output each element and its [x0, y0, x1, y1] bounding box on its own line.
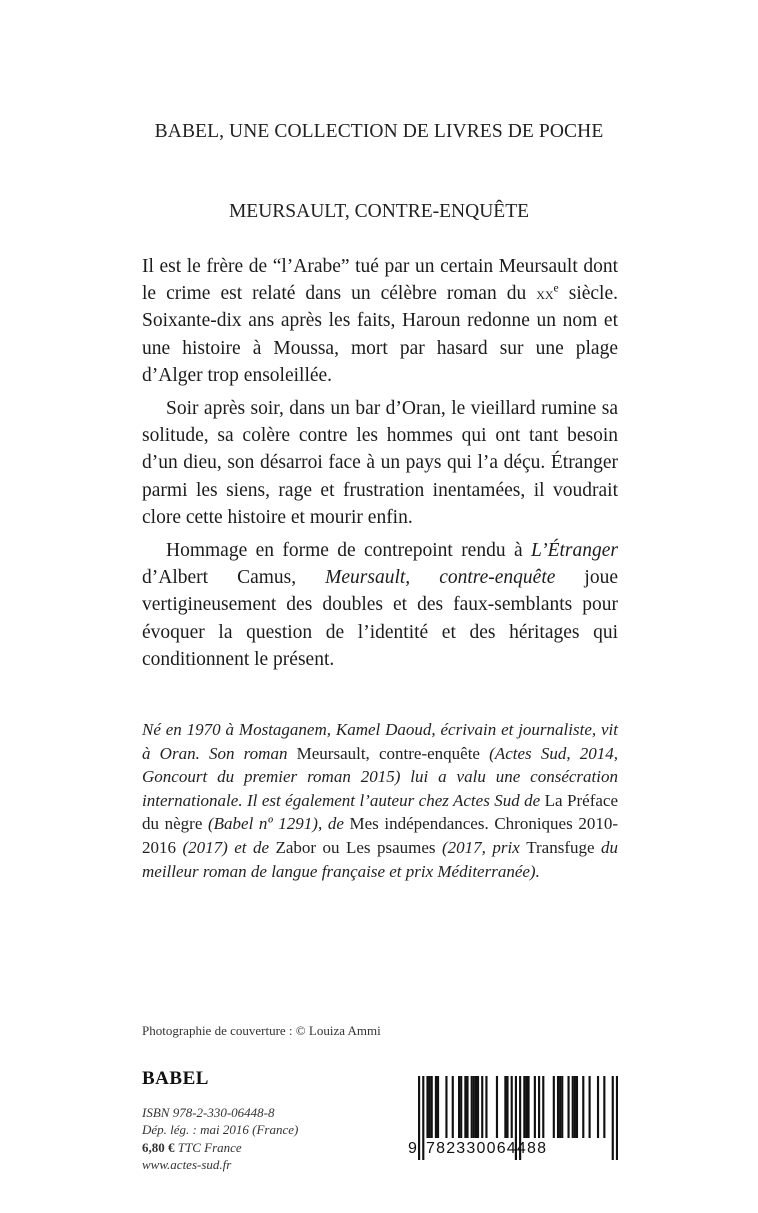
website: www.actes-sud.fr — [142, 1157, 232, 1173]
barcode-bar — [576, 1076, 578, 1138]
barcode-bar — [589, 1076, 591, 1138]
barcode-bar — [597, 1076, 599, 1138]
barcode-bar — [572, 1076, 574, 1138]
barcode-bar — [464, 1076, 466, 1138]
barcode-bar — [460, 1076, 462, 1138]
barcode-digits: 782330064488 — [426, 1140, 548, 1157]
barcode-bar — [445, 1076, 447, 1138]
barcode-bar — [431, 1076, 433, 1138]
barcode-bar — [534, 1076, 536, 1138]
barcode-bar — [542, 1076, 544, 1138]
synopsis-paragraph-1 — [142, 253, 618, 389]
barcode-bar — [553, 1076, 555, 1138]
bio-text: (2017, prix — [435, 837, 527, 857]
author-bio-paragraph — [142, 718, 618, 883]
bio-prize-name: Transfuge — [526, 837, 595, 857]
barcode-bar — [582, 1076, 584, 1138]
barcode-bar — [496, 1076, 498, 1138]
century-superscript: e — [553, 281, 559, 295]
barcode-bar — [426, 1076, 428, 1138]
barcode-bar — [567, 1076, 569, 1138]
barcode-bar — [527, 1076, 529, 1138]
synopsis-text: d’Albert Camus, — [142, 567, 326, 589]
title-meursault: Meursault, contre-enquête — [325, 567, 556, 589]
barcode-first-digit: 9 — [408, 1140, 419, 1157]
price-suffix: TTC France — [174, 1139, 242, 1155]
barcode-bar — [477, 1076, 479, 1138]
barcode-number — [408, 1140, 622, 1158]
century-numeral: xx — [536, 284, 554, 304]
barcode-bar — [458, 1076, 460, 1138]
barcode-bar — [523, 1076, 525, 1138]
barcode-bar — [504, 1076, 506, 1138]
bio-book-title: La Préface du nègre — [142, 790, 618, 834]
synopsis-text: joue vertigineusement des doubles et des faux-semblants pour évoquer la question de l’identité et des héritages qui conditionnent le présent. — [142, 567, 619, 670]
synopsis-paragraph-2: Soir après soir, dans un bar d’Oran, le vieillard rumine sa solitude, sa colère contre les hommes qui ont tant besoin d’un dieu, son désarroi face à un pays qui l’a déçu. Étranger parmi les siens, rage et frustration inentamées, il voudrait clore cette histoire et mourir enfin. — [142, 398, 618, 528]
barcode-bar — [559, 1076, 561, 1138]
price: 6,80 € — [142, 1139, 175, 1155]
barcode-bar — [452, 1076, 454, 1138]
bio-text: (Babel nº 1291), de — [202, 814, 350, 834]
bio-book-title: Meursault, contre-enquête — [296, 743, 480, 763]
barcode-bar — [435, 1076, 437, 1138]
synopsis-text: siècle. Soixante-dix ans après les faits, Haroun redonne un nom et une histoire à Moussa, mort par hasard sur une plage d’Alger trop ensoleillée. — [142, 283, 618, 386]
barcode-bar — [473, 1076, 475, 1138]
barcode-bar — [437, 1076, 439, 1138]
barcode-bar — [525, 1076, 527, 1138]
bio-text: Né en 1970 à Mostaganem, Kamel Daoud, écrivain et journaliste, vit à Oran. Son roman — [142, 720, 618, 763]
barcode-bar — [574, 1076, 576, 1138]
title-l-etranger: L’Étranger — [530, 540, 618, 562]
publication-info — [142, 1104, 298, 1174]
barcode-bar — [511, 1076, 513, 1138]
bio-text: (2017) et de — [176, 837, 276, 857]
synopsis-paragraph-3 — [142, 537, 618, 673]
barcode-bar — [481, 1076, 483, 1138]
bio-book-title: Mes indépendances. Chroniques 2010-2016 — [142, 814, 618, 857]
barcode-bar — [429, 1076, 431, 1138]
book-title: MEURSAULT, CONTRE-ENQUÊTE — [228, 201, 530, 222]
price-line — [142, 1139, 298, 1156]
barcode-bar — [538, 1076, 540, 1138]
barcode-bar — [506, 1076, 508, 1138]
barcode-bar — [603, 1076, 605, 1138]
author-bio — [142, 718, 618, 883]
barcode-bar — [557, 1076, 559, 1138]
barcode-bar — [471, 1076, 473, 1138]
publisher-logo: BABEL — [142, 1068, 209, 1089]
collection-line: BABEL, UNE COLLECTION DE LIVRES DE POCHE — [154, 121, 604, 142]
bio-text: du meilleur roman de langue française et prix Méditerranée). — [142, 837, 619, 881]
isbn: ISBN 978-2-330-06448-8 — [142, 1105, 275, 1120]
synopsis-text: Hommage en forme de contrepoint rendu à — [166, 540, 531, 562]
photo-credit: Photographie de couverture : © Louiza Ammi — [142, 1023, 381, 1038]
bio-book-title: Zabor ou Les psaumes — [275, 837, 436, 857]
synopsis-text: Il est le frère de “l’Arabe” tué par un certain Meursault dont le crime est relaté dans un célèbre roman du — [142, 256, 618, 305]
legal-deposit: Dép. lég. : mai 2016 (France) — [142, 1122, 299, 1138]
barcode-bar — [485, 1076, 487, 1138]
barcode-bar — [475, 1076, 477, 1138]
barcode-bar — [561, 1076, 563, 1138]
barcode-bar — [466, 1076, 468, 1138]
bio-text: (Actes Sud, 2014, Goncourt du premier roman 2015) lui a valu une consécration internationale. Il est également l’auteur chez Actes Sud de — [142, 743, 618, 810]
synopsis — [142, 253, 618, 679]
